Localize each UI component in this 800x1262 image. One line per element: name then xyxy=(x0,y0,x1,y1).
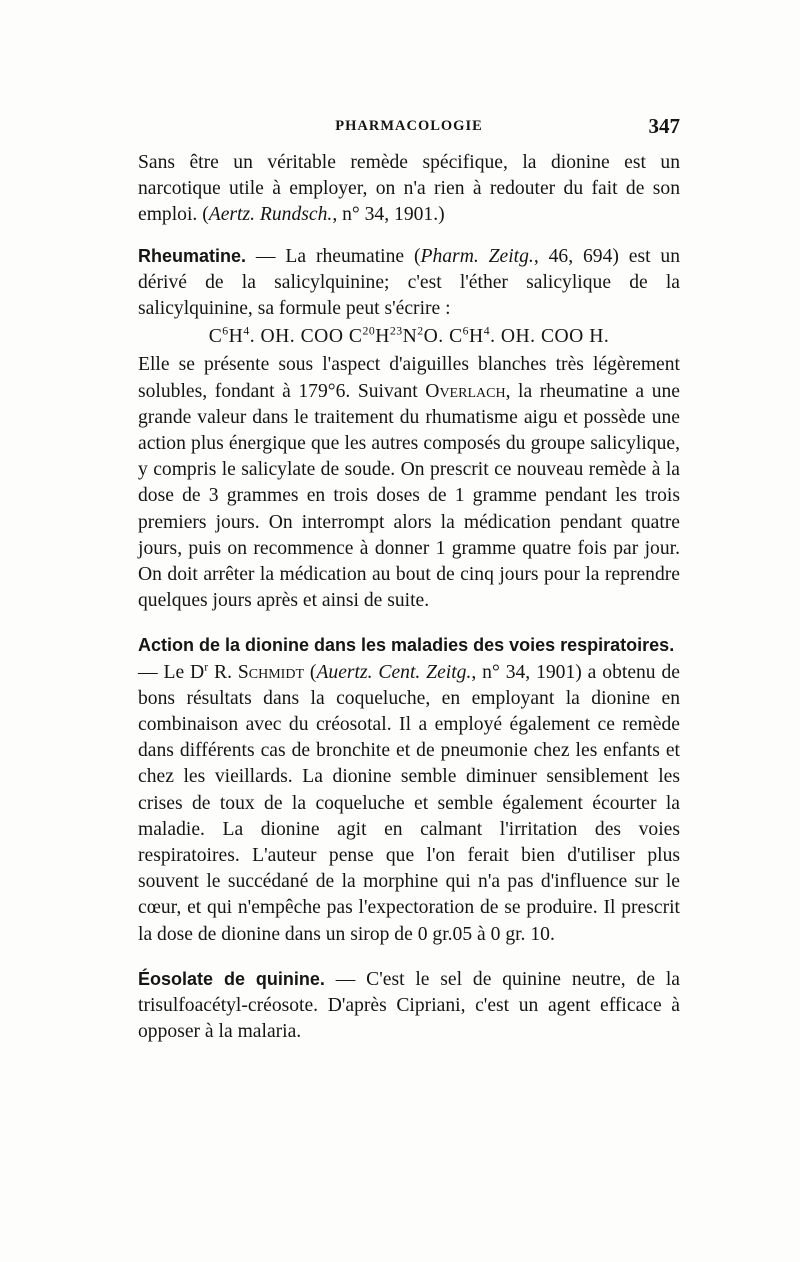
page-header xyxy=(138,114,680,140)
chemical-formula: $C^6H^4$. OH. COO $C^{20}H^{23}N^2O$. $C^6H^4$. OH. COO H. xyxy=(208,324,610,348)
citation-source: Auertz. Cent. Zeitg. xyxy=(316,661,472,683)
citation-source: Pharm. Zeitg. xyxy=(420,245,534,267)
section-heading-dionine-action: Action de la dionine dans les maladies des voies respiratoires. xyxy=(138,635,675,656)
citation-source: Aertz. Rundsch. xyxy=(208,204,333,226)
author-name: Overlach xyxy=(425,380,506,402)
page-body xyxy=(138,150,680,1046)
section-heading-eosolate: Éosolate de quinine. xyxy=(138,968,325,989)
paragraph-dionine-action: Action de la dionine dans les maladies des voies respiratoires. — Le $D^r$ R. Schmidt (Auertz. Cent. Zeitg., n° 34, 1901) a obtenu de bons résultats dans la coqueluche, en employant la dionine en combinaison avec du créosotal. Il a employé également ce remède dans différents cas de bronchite et de pneumonie chez les enfants et chez les vieillards. La dionine semble diminuer sensiblement les crises de toux de la coqueluche et semble également écourter la maladie. La dionine agit en calmant l'irritation des voies respiratoires. L'auteur pense que l'on ferait bien d'utiliser plus souvent le succédané de la morphine qui n'a pas d'influence sur le cœur, et qui n'empêche pas l'expectoration de se produire. Il prescrit la dose de dionine dans un sirop de 0 gr.05 à 0 gr. 10. xyxy=(138,635,680,945)
running-title: PHARMACOLOGIE xyxy=(335,118,483,134)
paragraph-eosolate: Éosolate de quinine. — C'est le sel de quinine neutre, de la trisulfoacétyl-créosote. D'après Cipriani, c'est un agent efficace à opposer à la malaria. xyxy=(138,968,680,1043)
paragraph-dionine-intro: Sans être un véritable remède spécifique, la dionine est un narcotique utile à employer, on n'a rien à redouter du fait de son emploi. (Aertz. Rundsch., n° 34, 1901.) xyxy=(138,152,680,226)
paragraph-rheumatine: Rheumatine. — La rheumatine (Pharm. Zeitg., 46, 694) est un dérivé de la salicylquinine; c'est l'éther salicylique de la salicylquinine, sa formule peut s'écrire : xyxy=(138,245,681,320)
author-name: Schmidt xyxy=(237,661,305,683)
paragraph-rheumatine-properties: Elle se présente sous l'aspect d'aiguilles blanches très légèrement solubles, fondant à 179°6. Suivant Overlach, la rheumatine a une grande valeur dans le traitement du rhumatisme aigu et possède une action plus énergique que les autres composés du groupe salicylique, y compris le salicylate de soude. On prescrit ce nouveau remède à la dose de 3 grammes en trois doses de 1 gramme pendant les trois premiers jours. On interrompt alors la médication pendant quatre jours, puis on recommence à donner 1 gramme quatre fois par jour. On doit arrêter la médication au bout de cinq jours pour la reprendre quelques jours après et ainsi de suite. xyxy=(138,354,680,612)
page-number: 347 xyxy=(648,114,680,138)
section-heading-rheumatine: Rheumatine. xyxy=(138,245,247,266)
